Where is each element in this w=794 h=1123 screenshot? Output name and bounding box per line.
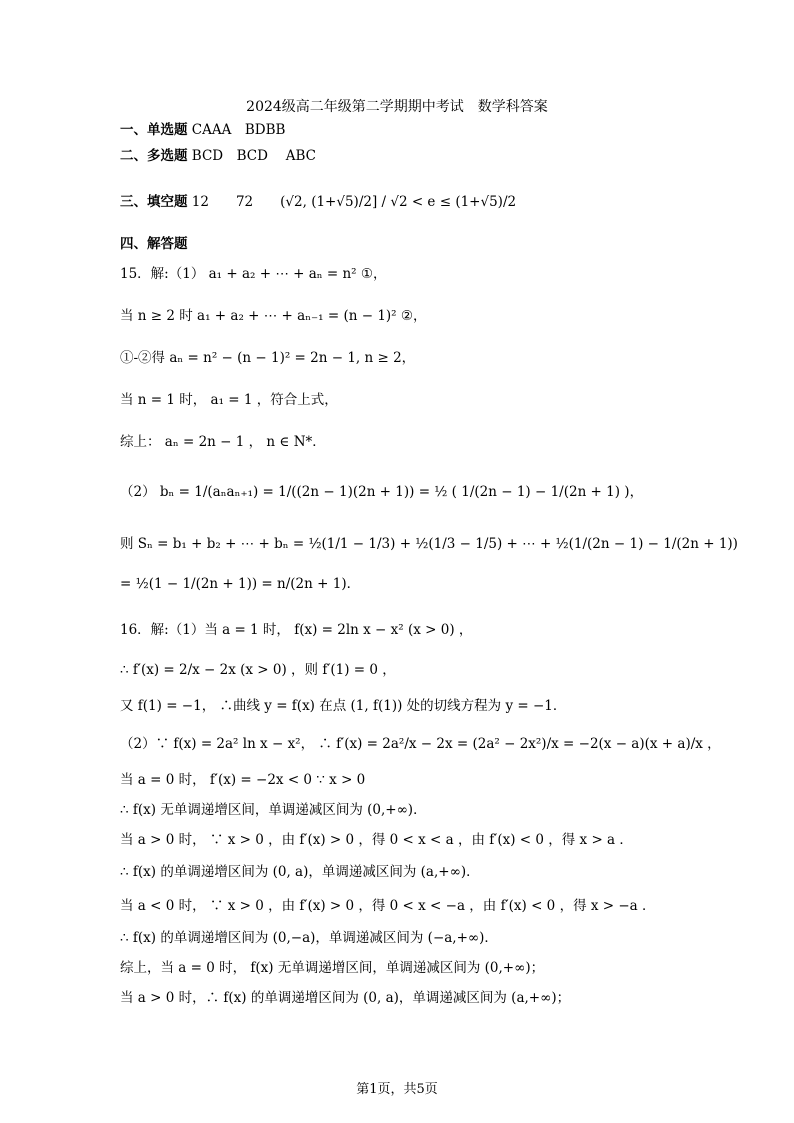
page-title: 2024级高二年级第二学期期中考试 数学科答案 [246, 99, 548, 115]
solution-line: ①-②得 aₙ = n² − (n − 1)² = 2n − 1, n ≥ 2， [120, 350, 416, 366]
section-label: 一、单选题 [120, 122, 188, 138]
solution-line: 15．解:（1） a₁ + a₂ + ⋯ + aₙ = n² ①， [120, 266, 387, 282]
solution-line: 综上，当 a = 0 时， f(x) 无单调递增区间，单调递减区间为 (0,+∞)； [120, 960, 545, 976]
solution-line: 又 f(1) = −1， ∴曲线 y = f(x) 在点 (1, f(1)) 处的切线方程为 y = −1． [120, 698, 567, 714]
section-label: 四、解答题 [120, 236, 188, 252]
solution-line: （2） bₙ = 1/(aₙaₙ₊₁) = 1/((2n − 1)(2n + 1)) = ½ ( 1/(2n − 1) − 1/(2n + 1) )， [120, 484, 644, 500]
section-single-choice [120, 120, 754, 140]
section-answer: 12 72 (√2, (1+√5)/2] / √2 < e ≤ (1+√5)/2 [187, 194, 517, 210]
page-footer: 第1页，共5页 [356, 1082, 438, 1097]
solution-line: ∴ f(x) 的单调递增区间为 (0,−a)，单调递减区间为 (−a,+∞)． [120, 930, 498, 946]
section-fill-in [120, 192, 754, 212]
solution-line: = ½(1 − 1/(2n + 1)) = n/(2n + 1)． [120, 576, 361, 592]
solution-line: 综上： aₙ = 2n − 1 ， n ∈ N*． [120, 434, 326, 450]
section-solutions [120, 234, 754, 254]
solution-line: 当 a > 0 时， ∵ x > 0 ，由 f′(x) > 0 ，得 0 < x < a ，由 f′(x) < 0 ，得 x > a ． [120, 832, 633, 848]
solution-line: （2）∵ f(x) = 2a² ln x − x²， ∴ f′(x) = 2a²/x − 2x = (2a² − 2x²)/x = −2(x − a)(x + a)/x ， [120, 736, 721, 752]
section-label: 三、填空题 [120, 194, 188, 210]
solution-line: ∴ f(x) 无单调递增区间，单调递减区间为 (0,+∞)． [120, 802, 427, 818]
section-answer: CAAA BDBB [187, 122, 286, 138]
section-multi-choice [120, 146, 754, 166]
section-answer: BCD BCD ABC [187, 148, 316, 164]
solution-line: ∴ f(x) 的单调递增区间为 (0, a)，单调递减区间为 (a,+∞)． [120, 864, 480, 880]
solution-line: 16．解:（1）当 a = 1 时， f(x) = 2ln x − x² (x > 0) ， [120, 622, 473, 638]
solution-line: 则 Sₙ = b₁ + b₂ + ⋯ + bₙ = ½(1/1 − 1/3) + ½(1/3 − 1/5) + ⋯ + ½(1/(2n − 1) − 1/(2n + 1)) [120, 536, 738, 552]
solution-line: 当 n ≥ 2 时 a₁ + a₂ + ⋯ + aₙ₋₁ = (n − 1)² ②， [120, 308, 427, 324]
solution-line: 当 a < 0 时， ∵ x > 0 ，由 f′(x) > 0 ，得 0 < x < −a ，由 f′(x) < 0 ，得 x > −a ． [120, 898, 656, 914]
solution-line: ∴ f′(x) = 2/x − 2x (x > 0) ，则 f′(1) = 0 ， [120, 662, 396, 678]
solution-line: 当 a > 0 时，∴ f(x) 的单调递增区间为 (0, a)，单调递减区间为 (a,+∞)； [120, 990, 571, 1006]
solution-line: 当 a = 0 时， f′(x) = −2x < 0 ∵ x > 0 [120, 772, 366, 788]
solution-line: 当 n = 1 时， a₁ = 1 ，符合上式， [120, 392, 338, 408]
section-label: 二、多选题 [120, 148, 188, 164]
